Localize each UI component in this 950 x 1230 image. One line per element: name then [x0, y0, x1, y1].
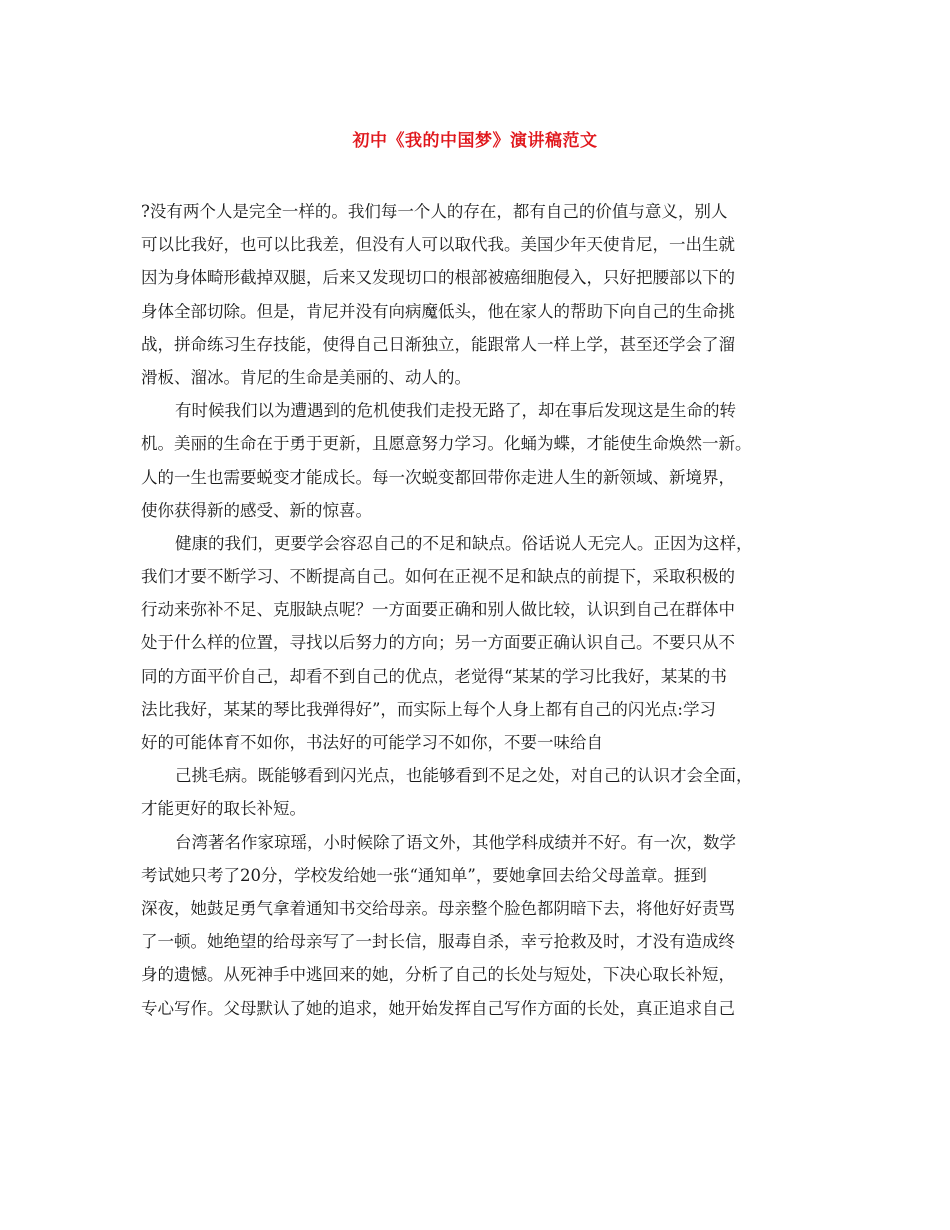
text-line: 台湾著名作家琼瑶，小时候除了语文外，其他学科成绩并不好。有一次，数学: [175, 832, 736, 852]
text-line: 了一顿。她绝望的给母亲写了一封长信，服毒自杀，幸亏抢救及时，才没有造成终: [141, 932, 735, 952]
text-line: 深夜，她鼓足勇气拿着通知书交给母亲。母亲整个脸色都阴暗下去，将他好好责骂: [141, 898, 735, 918]
text-line: ?没有两个人是完全一样的。我们每一个人的存在，都有自己的价值与意义，别人: [141, 202, 728, 221]
document-title: 初中《我的中国梦》演讲稿范文: [352, 131, 598, 151]
text-line: 有时候我们以为遭遇到的危机使我们走投无路了，却在事后发现这是生命的转: [175, 401, 736, 421]
text-line: 行动来弥补不足、克服缺点呢？一方面要正确和别人做比较，认识到自己在群体中: [141, 600, 735, 620]
text-line: 机。美丽的生命在于勇于更新，且愿意努力学习。化蛹为蝶，才能使生命焕然一新。: [141, 434, 752, 454]
text-line: 好的可能体育不如你，书法好的可能学习不如你，不要一味给自: [141, 733, 603, 752]
text-line: 战，拼命练习生存技能，使得自己日渐独立，能跟常人一样上学，甚至还学会了溜: [141, 334, 735, 354]
text-line: 可以比我好，也可以比我差，但没有人可以取代我。美国少年天使肯尼，一出生就: [141, 235, 735, 255]
text-line: 同的方面平价自己，却看不到自己的优点，老觉得“某某的学习比我好，某某的书: [141, 666, 727, 686]
text-line: 专心写作。父母默认了她的追求，她开始发挥自己写作方面的长处，真正追求自己: [141, 998, 735, 1018]
text-line: 考试她只考了20分，学校发给她一张“通知单”，要她拿回去给父母盖章。捱到: [141, 865, 707, 885]
text-line: 才能更好的取长补短。: [141, 799, 306, 819]
text-line: 身的遗憾。从死神手中逃回来的她，分析了自己的长处与短处，下决心取长补短，: [141, 965, 735, 985]
text-line: 使你获得新的感受、新的惊喜。: [141, 500, 372, 520]
text-line: 滑板、溜冰。肯尼的生命是美丽的、动人的。: [141, 367, 471, 387]
text-line: 因为身体畸形截掉双腿，后来又发现切口的根部被癌细胞侵入，只好把腰部以下的: [141, 268, 735, 288]
text-line: 法比我好，某某的琴比我弹得好”，而实际上每个人身上都有自己的闪光点:学习: [141, 699, 716, 719]
document-body: [141, 195, 831, 1025]
text-line: 身体全部切除。但是，肯尼并没有向病魔低头，他在家人的帮助下向自己的生命挑: [141, 301, 735, 321]
text-line: 己挑毛病。既能够看到闪光点，也能够看到不足之处，对自己的认识才会全面，: [175, 766, 753, 786]
text-line: 健康的我们，更要学会容忍自己的不足和缺点。俗话说人无完人。正因为这样，: [175, 533, 753, 553]
text-line: 处于什么样的位置，寻找以后努力的方向；另一方面要正确认识自己。不要只从不: [141, 633, 735, 653]
text-line: 我们才要不断学习、不断提高自己。如何在正视不足和缺点的前提下，采取积极的: [141, 567, 735, 587]
text-line: 人的一生也需要蜕变才能成长。每一次蜕变都回带你走进人生的新领域、新境界，: [141, 467, 735, 487]
